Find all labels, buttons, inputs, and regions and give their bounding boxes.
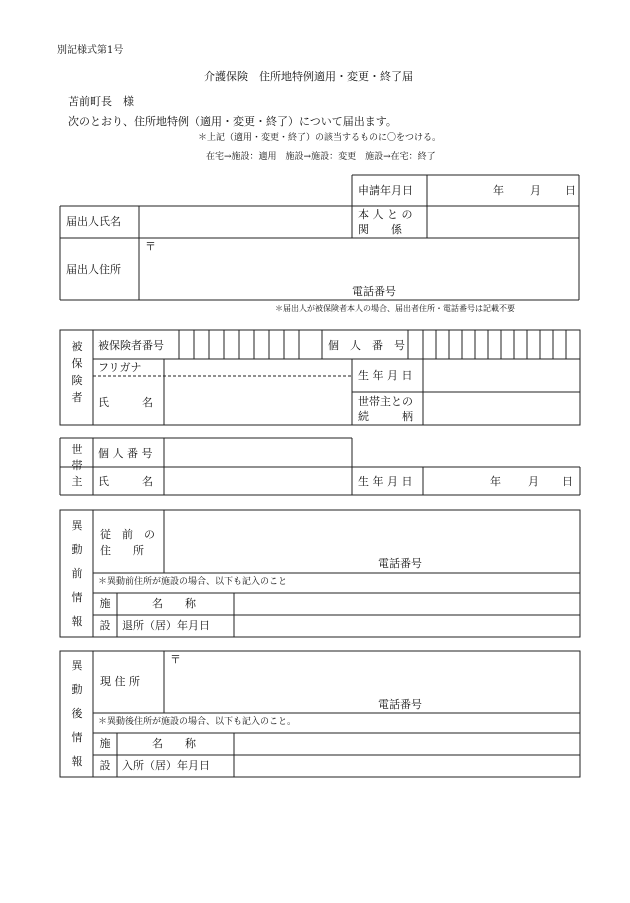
householder-birth-field[interactable] [423,467,580,495]
before-section-label: 異 動 前 情 報 [71,519,83,628]
householder-personal-number-field[interactable] [164,438,352,467]
applicant-phone-label: 電話番号 [352,285,396,298]
applicant-note: ＊届出人が被保険者本人の場合、届出者住所・電話番号は記載不要 [275,304,515,313]
before-facility-note: ＊異動前住所が施設の場合、以下も記入のこと [98,577,288,587]
applicant-name-field[interactable] [139,206,352,238]
date-day: 日 [565,184,576,197]
current-postal-mark: 〒 [170,653,181,666]
householder-personal-number-label: 個 人 番 号 [98,447,153,460]
move-out-date-field[interactable] [234,615,580,637]
furigana-label: フリガナ [98,361,142,374]
applicant-name-label: 届出人氏名 [66,215,121,228]
householder-birth-month: 月 [528,475,539,488]
move-in-date-field[interactable] [234,755,580,777]
householder-relation-field[interactable] [423,392,580,425]
transition-note: 在宅→施設：適用 施設→施設：変更 施設→在宅：終了 [206,152,436,162]
insured-personal-number-field[interactable] [408,330,580,359]
addressee: 苫前町長 様 [68,95,134,108]
form-title: 介護保険 住所地特例適用・変更・終了届 [204,70,413,83]
after-facility-note: ＊異動後住所が施設の場合、以下も記入のこと。 [98,717,297,727]
insured-section-label: 被 保 険 者 [71,340,83,404]
insured-name-field[interactable] [164,376,352,425]
previous-phone-label: 電話番号 [378,557,422,570]
householder-birth-day: 日 [562,475,573,488]
after-section-label: 異 動 後 情 報 [71,659,83,768]
householder-relation-line1: 世帯主との [358,395,413,408]
previous-address-field[interactable] [164,510,580,573]
relation-label-line2: 関 係 [358,223,402,236]
householder-birth-label: 生 年 月 日 [358,475,413,488]
before-facility-name-label: 名 称 [152,597,196,610]
before-facility-name-field[interactable] [234,593,580,615]
after-facility-label: 施 設 [99,737,111,772]
insured-birth-field[interactable] [423,359,580,392]
insured-personal-number-label: 個 人 番 号 [328,339,405,352]
date-year: 年 [493,184,504,197]
current-address-label: 現 住 所 [100,675,140,688]
insured-name-label: 氏 名 [98,396,153,409]
householder-name-field[interactable] [164,467,352,495]
move-in-date-label: 入所（居）年月日 [122,759,210,772]
after-facility-name-label: 名 称 [152,737,196,750]
applicant-address-label: 届出人住所 [66,263,121,276]
previous-address-label-line1: 従 前 の [100,528,155,541]
form-number: 別記様式第1号 [57,45,124,56]
insured-number-field[interactable] [164,330,322,359]
current-address-field[interactable] [164,651,580,713]
before-facility-label: 施 設 [99,597,111,632]
after-facility-name-field[interactable] [234,733,580,755]
date-month: 月 [530,184,541,197]
insured-birth-label: 生 年 月 日 [358,369,413,382]
move-out-date-label: 退所（居）年月日 [122,619,210,632]
relation-label-line1: 本 人 と の [358,208,413,221]
householder-section-label: 世 帯 主 [71,443,83,488]
householder-birth-year: 年 [490,475,501,488]
relation-field[interactable] [427,206,579,238]
current-phone-label: 電話番号 [378,698,422,711]
circle-note: ＊上記（適用・変更・終了）の該当するものに〇をつける。 [198,133,442,143]
application-date-label: 申請年月日 [358,184,413,197]
insured-number-label: 被保険者番号 [98,339,164,352]
intro-text: 次のとおり、住所地特例（適用・変更・終了）について届出ます。 [68,115,397,128]
postal-mark: 〒 [145,240,156,253]
householder-relation-line2: 続 柄 [358,410,413,423]
householder-name-label: 氏 名 [98,475,153,488]
furigana-field[interactable] [164,359,352,376]
previous-address-label-line2: 住 所 [100,544,144,557]
